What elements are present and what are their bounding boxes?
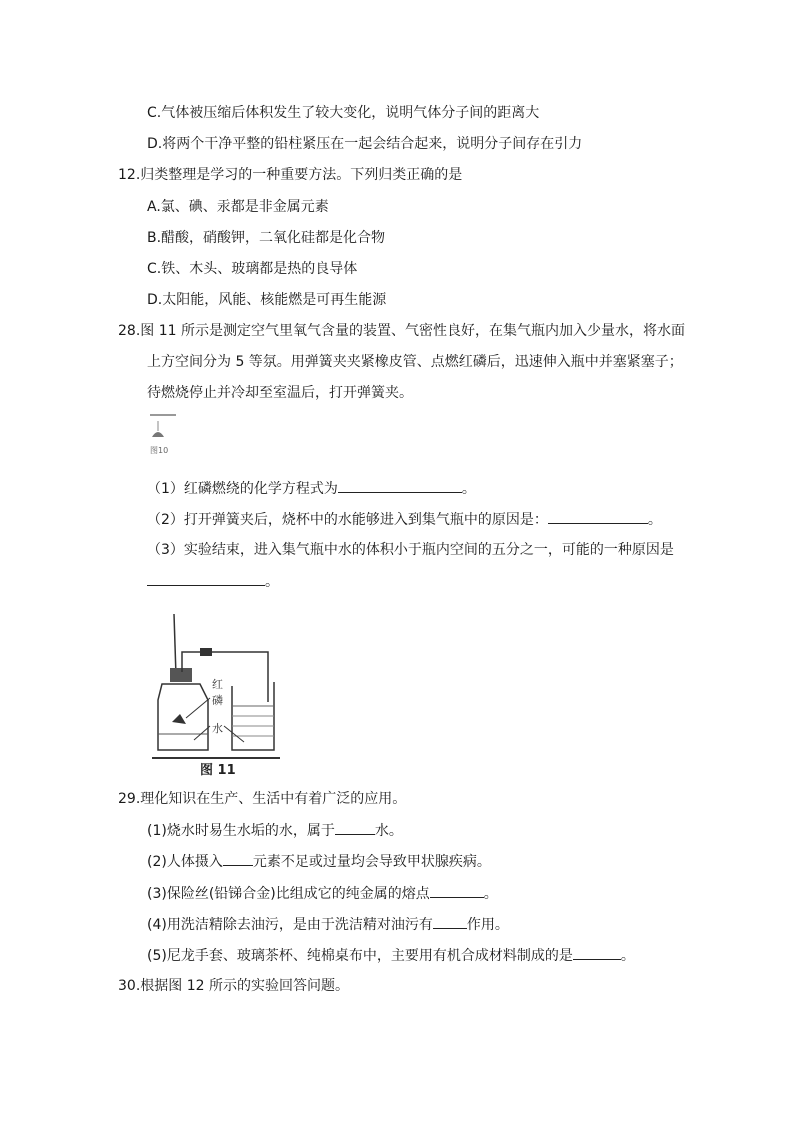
answer-blank-28-2[interactable] bbox=[548, 509, 648, 524]
figure-11 bbox=[148, 610, 286, 778]
answer-blank-29-2[interactable] bbox=[223, 851, 253, 866]
sub-question-29-5: (5)尼龙手套、玻璃茶杯、纯棉桌布中，主要用有机合成材料制成的是 。 bbox=[147, 945, 635, 966]
option-11-d: D.将两个干净平整的铅柱紧压在一起会结合起来，说明分子间存在引力 bbox=[147, 136, 583, 152]
option-12-a: A.氯、碘、汞都是非金属元素 bbox=[147, 199, 329, 215]
figure-11-label-red: 红 bbox=[212, 678, 223, 691]
question-29: 29.理化知识在生产、生活中有着广泛的应用。 bbox=[118, 791, 407, 807]
question-30: 30.根据图 12 所示的实验回答问题。 bbox=[118, 978, 349, 994]
sub-question-29-1: (1)烧水时易生水垢的水，属于 水。 bbox=[147, 820, 403, 841]
sub-question-29-4: (4)用洗洁精除去油污，是由于洗洁精对油污有 作用。 bbox=[147, 914, 509, 935]
sub-question-29-3: (3)保险丝(铅锑合金)比组成它的纯金属的熔点 。 bbox=[147, 883, 498, 904]
answer-blank-29-1[interactable] bbox=[335, 820, 375, 835]
option-12-b: B.醋酸，硝酸钾，二氧化硅都是化合物 bbox=[147, 230, 386, 246]
question-28-line-1: 28.图 11 所示是测定空气里氧气含量的装置、气密性良好，在集气瓶内加入少量水，将水面 bbox=[118, 323, 685, 339]
sub-question-28-3-answer: 。 bbox=[147, 571, 279, 592]
answer-blank-29-4[interactable] bbox=[433, 914, 467, 929]
option-12-c: C.铁、木头、玻璃都是热的良导体 bbox=[147, 261, 358, 277]
question-28-line-2: 上方空间分为 5 等氛。用弹簧夹夹紧橡皮管、点燃红磷后，迅速伸入瓶中并塞紧塞子； bbox=[147, 354, 683, 370]
sub-question-28-3: （3）实验结束，进入集气瓶中水的体积小于瓶内空间的五分之一，可能的一种原因是 bbox=[147, 542, 674, 558]
figure-10 bbox=[148, 413, 178, 457]
answer-blank-29-3[interactable] bbox=[430, 883, 484, 898]
figure-10-caption: 图10 bbox=[150, 446, 169, 455]
answer-blank-29-5[interactable] bbox=[573, 945, 621, 960]
figure-11-label-water: 水 bbox=[212, 722, 223, 735]
sub-question-28-2: （2）打开弹簧夹后，烧杯中的水能够进入到集气瓶中的原因是： 。 bbox=[147, 509, 662, 530]
sub-question-28-1: （1）红磷燃绕的化学方程式为 。 bbox=[147, 478, 476, 499]
question-28-line-3: 待燃烧停止并冷却至室温后，打开弹簧夹。 bbox=[147, 385, 413, 401]
answer-blank-28-3[interactable] bbox=[147, 571, 265, 586]
figure-11-caption: 图 11 bbox=[200, 763, 236, 778]
sub-question-29-2: (2)人体摄入 元素不足或过量均会导致甲状腺疾病。 bbox=[147, 851, 491, 872]
figure-11-label-phosphorus: 磷 bbox=[212, 694, 223, 707]
answer-blank-28-1[interactable] bbox=[338, 478, 462, 493]
question-12: 12.归类整理是学习的一种重要方法。下列归类正确的是 bbox=[118, 167, 463, 183]
option-11-c: C.气体被压缩后体积发生了较大变化，说明气体分子间的距离大 bbox=[147, 105, 540, 121]
option-12-d: D.太阳能，风能、核能燃是可再生能源 bbox=[147, 292, 387, 308]
